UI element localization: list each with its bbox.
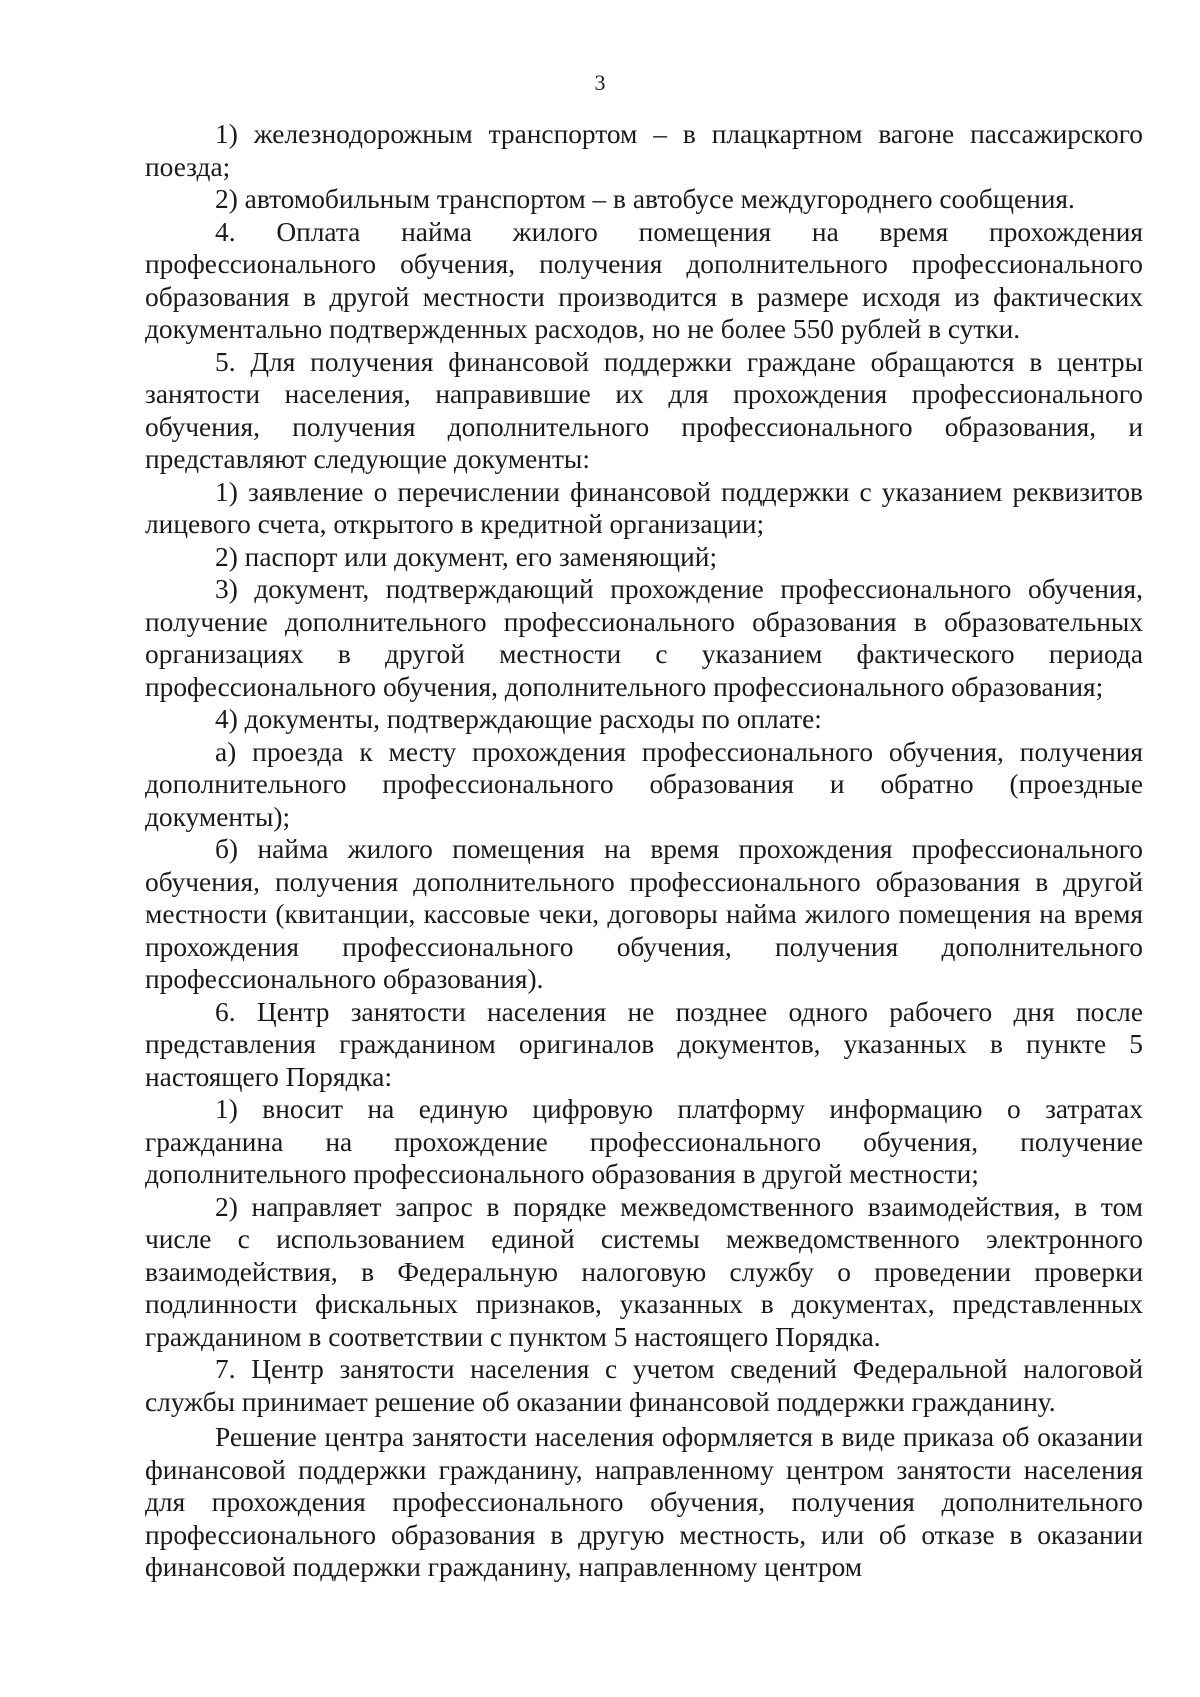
paragraph: 2) направляет запрос в порядке межведомственного взаимодействия, в том числе с использованием единой системы межведомственного электронного взаимодействия, в Федеральную налоговую службу о проведении проверки подлинности фискальных признаков, указанных в документах, представленных гражданином в соответствии с пунктом 5 настоящего Порядка. (145, 1191, 1143, 1352)
page-number: 3 (594, 70, 606, 95)
paragraph: 4. Оплата найма жилого помещения на время прохождения профессионального обучения, получения дополнительного профессионального образования в другой местности производится в размере исходя из фактических документально подтвержденных расходов, но не более 550 рублей в сутки. (145, 216, 1143, 344)
paragraph: а) проезда к месту прохождения профессионального обучения, получения дополнительного профессионального образования и обратно (проездные документы); (145, 736, 1143, 832)
paragraph: Решение центра занятости населения оформляется в виде приказа об оказании финансовой поддержки гражданину, направленному центром занятости населения для прохождения профессионального обучения, получения дополнительного профессионального образования в другую местность, или об отказе в оказании финансовой поддержки гражданину, направленному центром (145, 1422, 1143, 1582)
paragraph: 5. Для получения финансовой поддержки граждане обращаются в центры занятости населения, направившие их для прохождения профессионального обучения, получения дополнительного профессионального образования, и представляют следующие документы: (145, 346, 1143, 474)
paragraph: 6. Центр занятости населения не позднее одного рабочего дня после представления гражданином оригиналов документов, указанных в пункте 5 настоящего Порядка: (145, 996, 1143, 1092)
document-body (145, 118, 1143, 1584)
paragraph: 7. Центр занятости населения с учетом сведений Федеральной налоговой службы принимает решение об оказании финансовой поддержки гражданину. (145, 1354, 1143, 1417)
paragraph: 1) железнодорожным транспортом – в плацкартном вагоне пассажирского поезда; (145, 119, 1143, 182)
paragraph: 2) автомобильным транспортом – в автобусе междугороднего сообщения. (215, 184, 1075, 214)
paragraph: 1) вносит на единую цифровую платформу информацию о затратах гражданина на прохождение профессионального обучения, получение дополнительного профессионального образования в другой местности; (145, 1094, 1143, 1189)
paragraph: 2) паспорт или документ, его заменяющий; (215, 541, 718, 572)
paragraph: 3) документ, подтверждающий прохождение профессионального обучения, получение дополнительного профессионального образования в образовательных организациях в другой местности с указанием фактического периода профессионального обучения, дополнительного профессионального образования; (145, 574, 1143, 702)
paragraph: б) найма жилого помещения на время прохождения профессионального обучения, получения дополнительного профессионального образования в другой местности (квитанции, кассовые чеки, договоры найма жилого помещения на время прохождения профессионального обучения, получения дополнительного профессионального образования). (145, 834, 1143, 994)
paragraph: 1) заявление о перечислении финансовой поддержки с указанием реквизитов лицевого счета, открытого в кредитной организации; (145, 476, 1143, 539)
paragraph: 4) документы, подтверждающие расходы по оплате: (215, 704, 822, 734)
